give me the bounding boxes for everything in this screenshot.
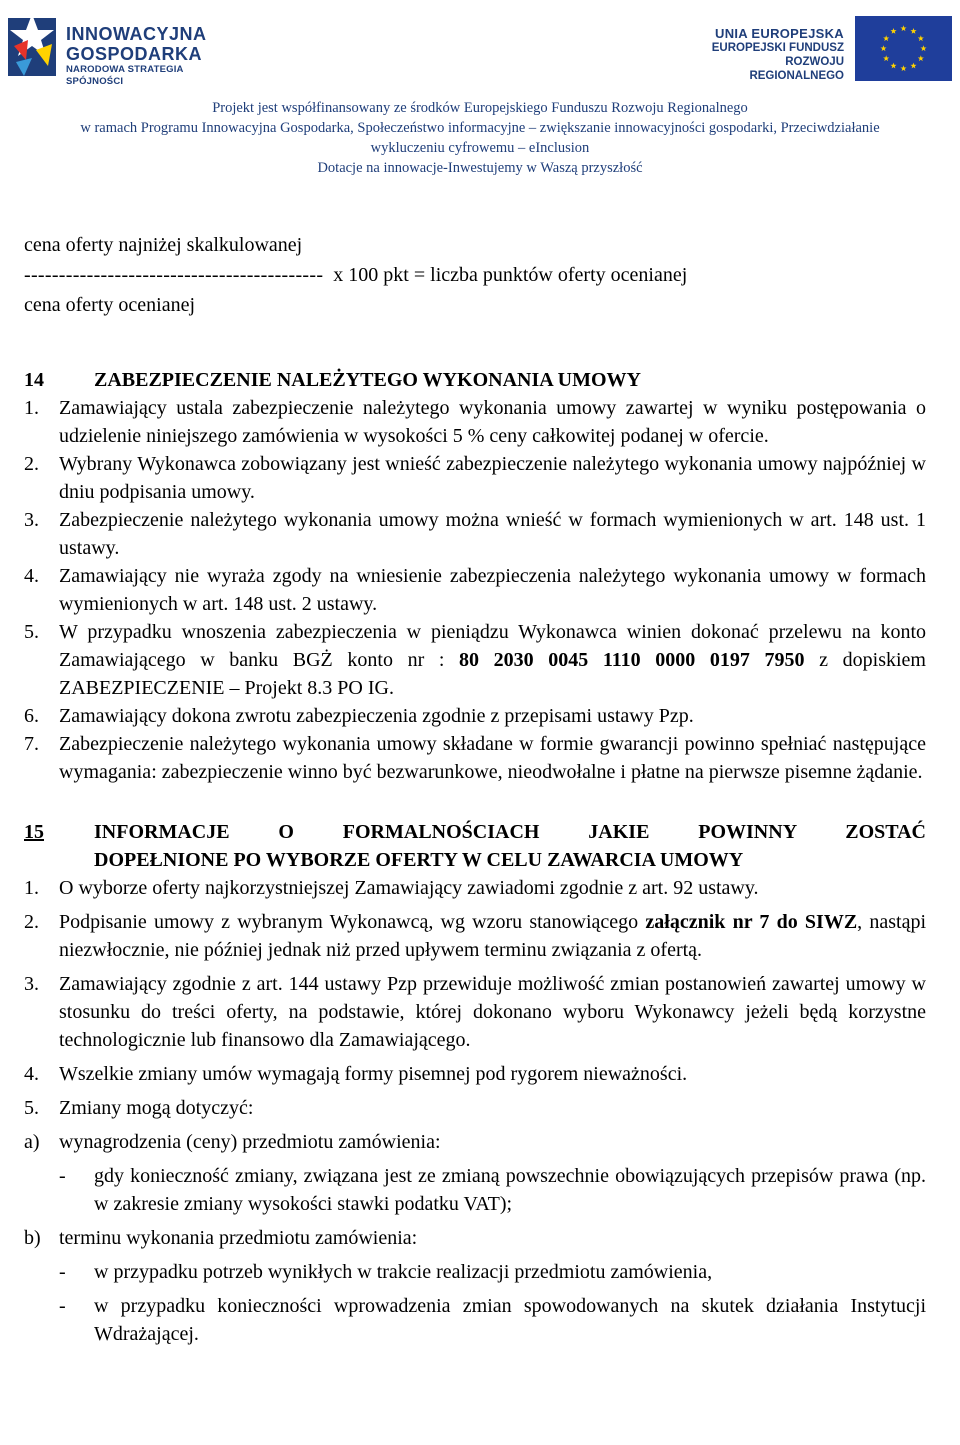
s14-item-3: 3. Zabezpieczenie należytego wykonania umowy można wnieść w formach wymienionych w art. 148 ust. 1 ustawy. — [24, 509, 926, 559]
unia-europejska-logo — [702, 16, 952, 82]
s15-sub-b-bullet-1: - w przypadku potrzeb wynikłych w trakcie realizacji przedmiotu zamówienia, — [59, 1261, 713, 1283]
formula-result: x 100 pkt = liczba punktów oferty ocenianej — [333, 264, 688, 286]
project-line-1: Projekt jest współfinansowany ze środków Europejskiego Funduszu Rozwoju Regionalnego — [212, 100, 748, 116]
scoring-formula — [24, 230, 687, 320]
section-14-title: ZABEZPIECZENIE NALEŻYTEGO WYKONANIA UMOWY — [94, 369, 641, 391]
s15-item-4: 4. Wszelkie zmiany umów wymagają formy pisemnej pod rygorem nieważności. — [24, 1063, 688, 1085]
project-line-4: Dotacje na innowacje-Inwestujemy w Waszą przyszłość — [317, 160, 643, 176]
ue-logo-line2: EUROPEJSKI FUNDUSZ — [711, 42, 844, 54]
s14-item-7: 7. Zabezpieczenie należytego wykonania umowy składane w formie gwarancji powinno spełniać następujące wymagania: zabezpieczenie winno być bezwarunkowe, nieodwołalne i płatne na pierwsze pisemne żądanie. — [24, 733, 926, 783]
page-header — [0, 0, 960, 176]
ue-logo-line1: UNIA EUROPEJSKA — [715, 26, 844, 41]
s15-sub-a: a) wynagrodzenia (ceny) przedmiotu zamówienia: — [24, 1131, 441, 1153]
project-line-3: wykluczeniu cyfrowemu – eInclusion — [370, 140, 590, 156]
s14-item-5: 5. W przypadku wnoszenia zabezpieczenia w pieniądzu Wykonawca winien dokonać przelewu na konto Zamawiającego w banku BGŻ konto nr : 80 2030 0045 1110 0000 0197 7950 z dopiskiem ZABEZPIECZENIE – Projekt 8.3 PO IG. — [24, 621, 926, 699]
project-line-2: w ramach Programu Innowacyjna Gospodarka, Społeczeństwo informacyjne – zwiększanie innowacyjności gospodarki, Przeciwdziałanie — [80, 120, 880, 136]
project-info — [0, 98, 960, 178]
eu-flag-icon — [855, 16, 952, 81]
section-15-number: 15 — [24, 821, 44, 843]
s14-item-4: 4. Zamawiający nie wyraża zgody na wniesienie zabezpieczenia należytego wykonania umowy w formach wymienionych w art. 148 ust. 2 ustawy. — [24, 565, 926, 615]
attachment-reference: załącznik nr 7 do SIWZ — [645, 911, 858, 933]
s15-item-3: 3. Zamawiający zgodnie z art. 144 ustawy Pzp przewiduje możliwość zmian postanowień zawartej umowy w stosunku do treści oferty, na podstawie, której dokonano wyboru Wykonawcy jeżeli będą korzystne technologicznie lub finansowo dla Zamawiającego. — [24, 973, 926, 1051]
ig-logo-line2: GOSPODARKA — [66, 44, 203, 64]
document-body — [24, 366, 926, 1348]
ue-logo-line3: ROZWOJU REGIONALNEGO — [749, 56, 844, 82]
section-15-heading — [24, 818, 926, 874]
s15-sub-b-bullet-2: - w przypadku konieczności wprowadzenia zmian spowodowanych na skutek działania Instytucji Wdrażającej. — [59, 1295, 926, 1345]
ig-logo-line3: NARODOWA STRATEGIA SPÓJNOŚCI — [66, 64, 184, 87]
formula-numerator: cena oferty najniżej skalkulowanej — [24, 234, 303, 256]
s14-item-2: 2. Wybrany Wykonawca zobowiązany jest wnieść zabezpieczenie należytego wykonania umowy najpóźniej w dniu podpisania umowy. — [24, 453, 926, 503]
section-15-title-line2: DOPEŁNIONE PO WYBORZE OFERTY W CELU ZAWARCIA UMOWY — [94, 849, 744, 871]
section-14-heading — [24, 366, 926, 394]
s14-item-1: 1. Zamawiający ustala zabezpieczenie należytego wykonania umowy zawartej w wyniku postępowania o udzielenie niniejszego zamówienia w wysokości 5 % ceny całkowitej podanej w ofercie. — [24, 397, 926, 447]
formula-denominator: cena oferty ocenianej — [24, 294, 196, 316]
section-14-number: 14 — [24, 369, 44, 391]
ig-logo-line1: INNOWACYJNA — [66, 24, 207, 44]
section-15-title-line1: INFORMACJE O FORMALNOŚCIACH JAKIE POWINNY ZOSTAĆ — [94, 821, 926, 843]
s15-item-5: 5. Zmiany mogą dotyczyć: — [24, 1097, 254, 1119]
ig-logo-mark-icon — [8, 10, 58, 80]
s15-sub-b: b) terminu wykonania przedmiotu zamówienia: — [24, 1227, 418, 1249]
s14-item-6: 6. Zamawiający dokona zwrotu zabezpieczenia zgodnie z przepisami ustawy Pzp. — [24, 705, 694, 727]
s15-sub-a-bullet-1: - gdy konieczność zmiany, związana jest ze zmianą powszechnie obowiązujących przepisów prawa (np. w zakresie zmiany wysokości stawki podatku VAT); — [59, 1165, 926, 1215]
s15-item-1: 1. O wyborze oferty najkorzystniejszej Zamawiający zawiadomi zgodnie z art. 92 ustawy. — [24, 877, 759, 899]
innowacyjna-gospodarka-logo — [8, 10, 208, 87]
s15-item-2: 2. Podpisanie umowy z wybranym Wykonawcą, wg wzoru stanowiącego załącznik nr 7 do SIWZ, nastąpi niezwłocznie, nie później jednak niż przed upływem terminu związania z ofertą. — [24, 911, 926, 961]
bank-account-number: 80 2030 0045 1110 0000 0197 7950 — [459, 649, 805, 671]
formula-divider: ------------------------------------------- — [24, 264, 324, 286]
